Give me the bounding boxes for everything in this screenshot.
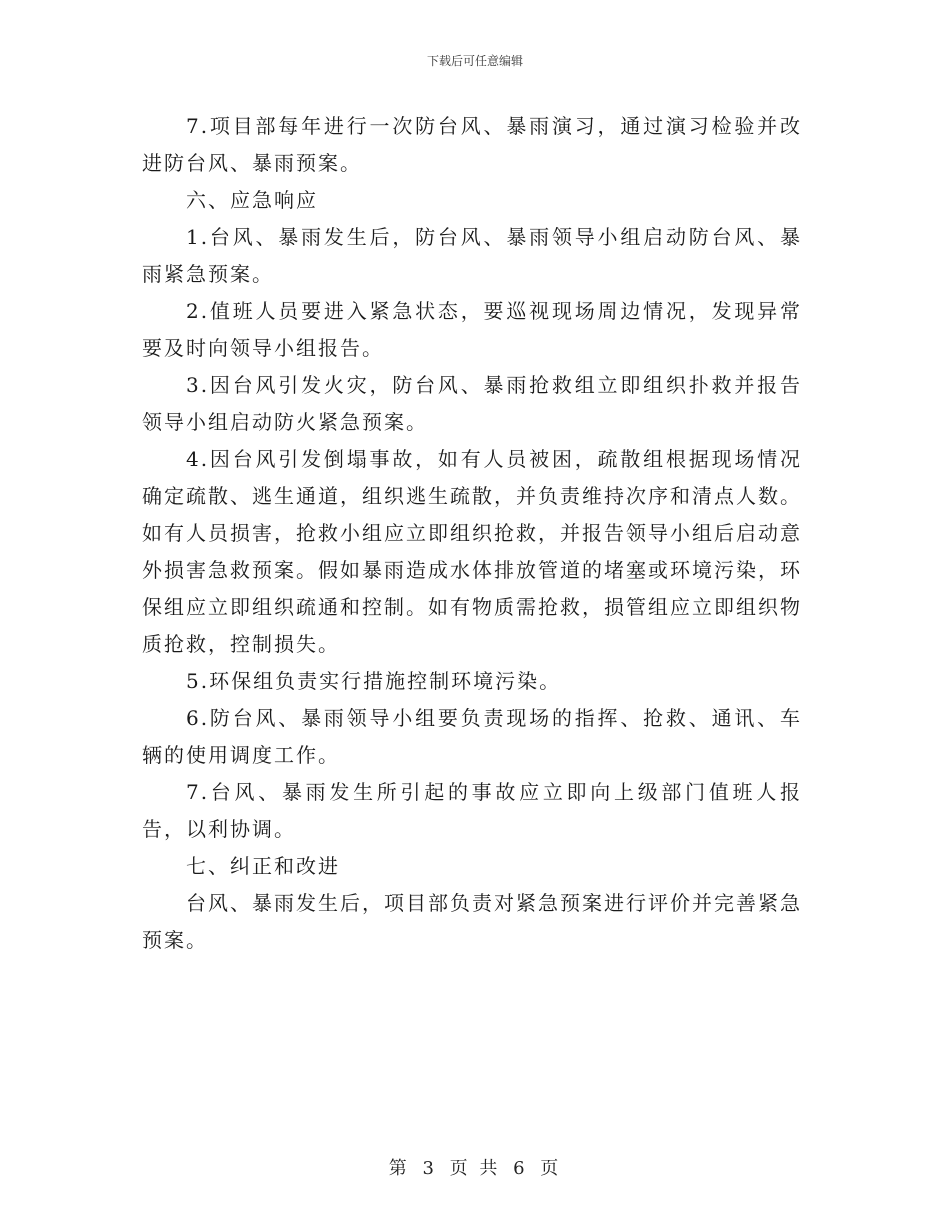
footer-page-number: 3 [422, 1158, 437, 1179]
paragraph-response-7: 7.台风、暴雨发生所引起的事故应立即向上级部门值班人报告，以利协调。 [142, 780, 802, 841]
page-header: 下载后可任意编辑 [426, 54, 523, 68]
paragraph-response-1: 1.台风、暴雨发生后，防台风、暴雨领导小组启动防台风、暴雨紧急预案。 [142, 225, 802, 286]
section-heading-correction: 七、纠正和改进 [186, 854, 340, 878]
paragraph-response-4: 4.因台风引发倒塌事故，如有人员被困，疏散组根据现场情况确定疏散、逃生通道，组织逃生疏散，并负责维持次序和清点人数。如有人员损害，抢救小组应立即组织抢救，并报告领导小组后启动意外损害急救预案。假如暴雨造成水体排放管道的堵塞或环境污染，环保组应立即组织疏通和控制。如有物质需抢救，损管组应立即组织物质抢救，控制损失。 [142, 447, 802, 656]
document-body [142, 108, 802, 959]
footer-total-pages: 6 [513, 1158, 528, 1179]
page-footer [0, 1154, 950, 1180]
footer-suffix: 页 [540, 1158, 562, 1179]
paragraph-response-5: 5.环保组负责实行措施控制环境污染。 [186, 669, 562, 693]
paragraph-response-6: 6.防台风、暴雨领导小组要负责现场的指挥、抢救、通讯、车辆的使用调度工作。 [142, 706, 802, 767]
paragraph-drill: 7.项目部每年进行一次防台风、暴雨演习，通过演习检验并改进防台风、暴雨预案。 [142, 114, 802, 175]
footer-middle: 页 共 [449, 1158, 501, 1179]
paragraph-response-2: 2.值班人员要进入紧急状态，要巡视现场周边情况，发现异常要及时向领导小组报告。 [142, 299, 802, 360]
paragraph-correction: 台风、暴雨发生后，项目部负责对紧急预案进行评价并完善紧急预案。 [142, 891, 802, 952]
footer-prefix: 第 [388, 1158, 410, 1179]
section-heading-emergency-response: 六、应急响应 [186, 188, 318, 212]
paragraph-response-3: 3.因台风引发火灾，防台风、暴雨抢救组立即组织扑救并报告领导小组启动防火紧急预案。 [142, 373, 802, 434]
